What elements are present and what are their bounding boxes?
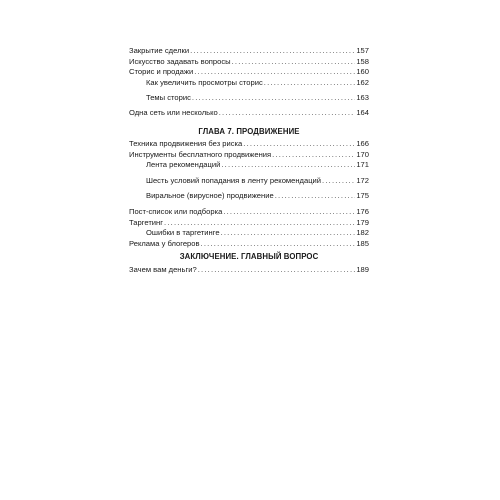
- toc-section-stories: [129, 47, 369, 119]
- toc-page-number: 172: [356, 175, 369, 185]
- toc-entry-title: Одна сеть или несколько: [129, 107, 218, 117]
- toc-section-conclusion: [129, 266, 369, 277]
- toc-entry-title: Зачем вам деньги?: [129, 265, 197, 274]
- toc-page-number: 170: [356, 149, 369, 159]
- toc-dot-leader: [275, 192, 356, 200]
- chapter-heading: ГЛАВА 7. ПРОДВИЖЕНИЕ: [198, 127, 300, 136]
- toc-page-number: 162: [356, 77, 369, 87]
- toc-entry-title: Ошибки в таргетинге: [146, 228, 220, 238]
- toc-entry: [129, 240, 369, 251]
- toc-dot-leader: [201, 240, 356, 248]
- toc-dot-leader: [164, 219, 355, 227]
- toc-dot-leader: [322, 177, 355, 185]
- toc-page-number: 179: [356, 217, 369, 227]
- toc-subentry: [129, 192, 369, 208]
- toc-entry-title: Виральное (вирусное) продвижение: [146, 191, 274, 201]
- toc-entry-title: Темы сторис: [146, 92, 191, 102]
- toc-page-number: 164: [356, 107, 369, 117]
- toc-page-number: 182: [356, 228, 369, 238]
- toc-subentry: [129, 161, 369, 177]
- toc-entry-title: Пост-список или подборка: [129, 206, 223, 216]
- toc-page-number: 171: [356, 160, 369, 170]
- toc-dot-leader: [198, 266, 356, 274]
- toc-dot-leader: [221, 229, 356, 237]
- toc-entry-title: Инструменты бесплатного продвижения: [129, 149, 272, 159]
- toc-dot-leader: [194, 68, 355, 76]
- toc-dot-leader: [221, 161, 355, 169]
- toc-entry-title: Искусство задавать вопросы: [129, 56, 231, 66]
- toc-entry: [129, 109, 369, 120]
- toc-entry-title: Закрытие сделки: [129, 46, 190, 55]
- toc-entry-title: Техника продвижения без риска: [129, 139, 243, 148]
- toc-entry-title: Как увеличить просмотры сторис: [146, 77, 263, 87]
- toc-entry: [129, 266, 369, 277]
- toc-section-promotion: [129, 140, 369, 250]
- toc-entry-title: Сторис и продажи: [129, 67, 194, 77]
- toc-entry: [129, 140, 369, 151]
- toc-entry: [129, 47, 369, 58]
- toc-entry-title: Реклама у блогеров: [129, 238, 200, 248]
- chapter-heading: ЗАКЛЮЧЕНИЕ. ГЛАВНЫЙ ВОПРОС: [179, 252, 319, 261]
- toc-dot-leader: [264, 79, 356, 87]
- toc-page-number: 160: [356, 67, 369, 77]
- toc-dot-leader: [190, 47, 355, 55]
- toc-dot-leader: [232, 58, 356, 66]
- toc-dot-leader: [219, 109, 356, 117]
- toc-dot-leader: [272, 151, 355, 159]
- toc-entry-title: Таргетинг: [129, 217, 164, 227]
- toc-entry-title: Лента рекомендаций: [146, 160, 221, 170]
- toc-page-number: 163: [356, 92, 369, 102]
- toc-subentry: [129, 94, 369, 109]
- toc-page-number: 189: [356, 265, 369, 274]
- toc-page-number: 166: [356, 139, 369, 148]
- toc-page-number: 175: [356, 191, 369, 201]
- toc-dot-leader: [223, 208, 355, 216]
- toc-page-number: 157: [356, 46, 369, 55]
- toc-entry-title: Шесть условий попадания в ленту рекомендаций: [146, 175, 322, 185]
- toc-page-number: 185: [356, 238, 369, 248]
- toc-dot-leader: [192, 94, 355, 102]
- toc-subentry: [129, 177, 369, 193]
- toc-page-number: 158: [356, 56, 369, 66]
- toc-page-number: 176: [356, 206, 369, 216]
- toc-entry: [129, 208, 369, 219]
- toc-subentry: [129, 79, 369, 94]
- toc-dot-leader: [243, 140, 355, 148]
